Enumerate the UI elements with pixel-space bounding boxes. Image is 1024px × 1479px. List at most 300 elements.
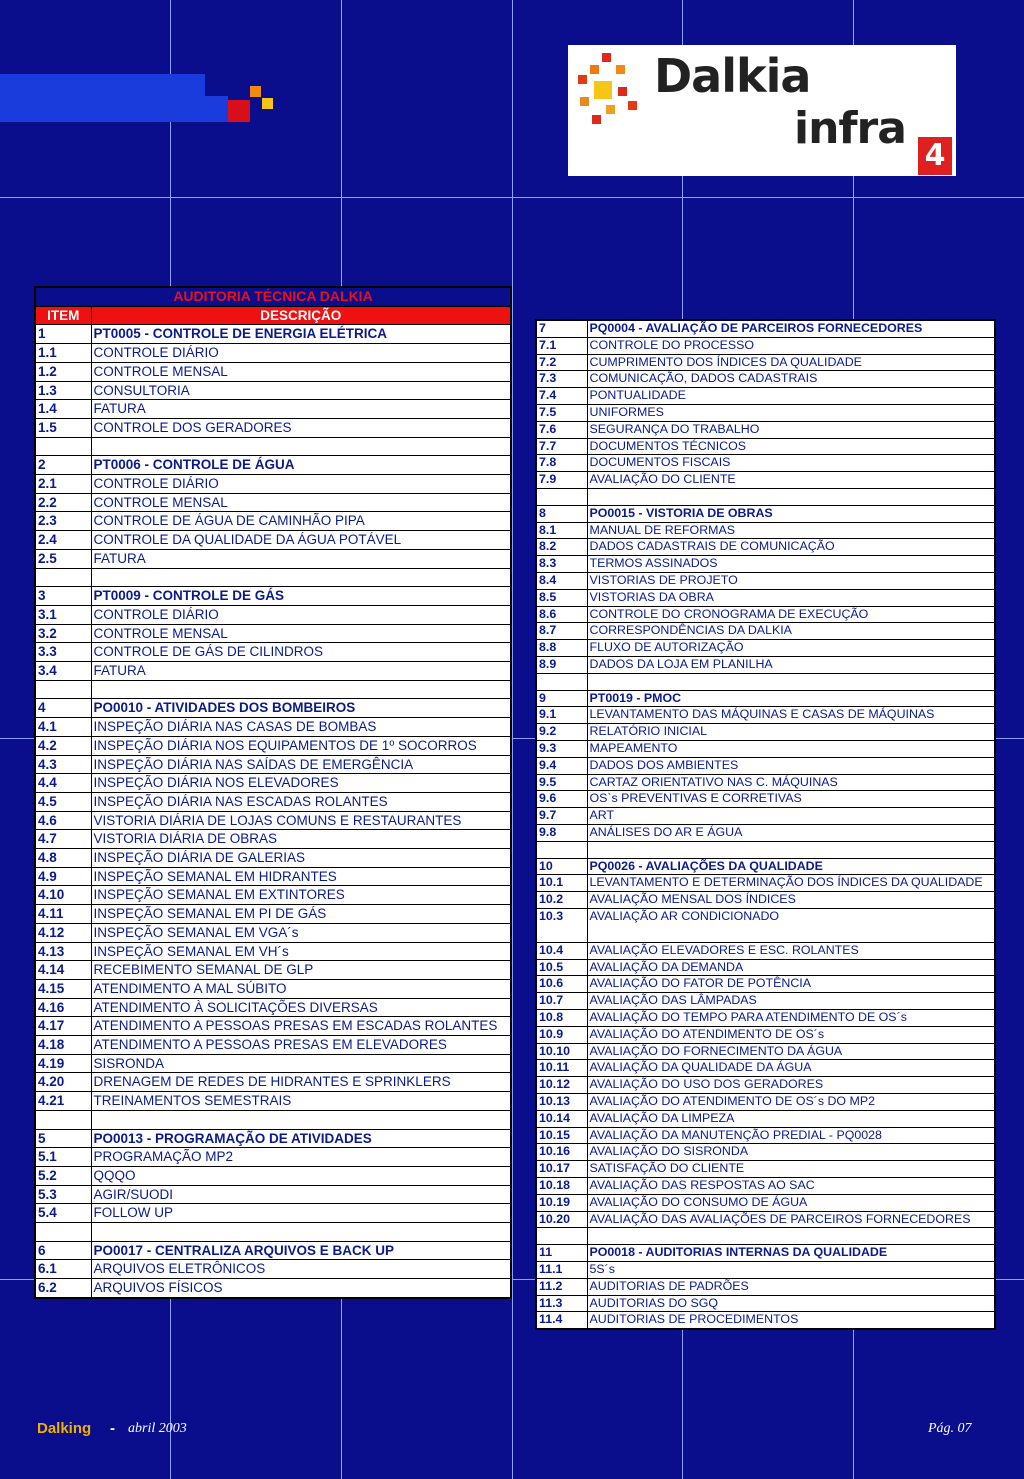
- item-description: CONTROLE DIÁRIO: [91, 344, 511, 363]
- table-row: [536, 707, 995, 724]
- item-number: 10.16: [536, 1144, 587, 1161]
- table-row: [536, 388, 995, 405]
- item-number: 4.13: [35, 942, 91, 961]
- item-description: ART: [587, 808, 995, 825]
- table-row: [536, 1110, 995, 1127]
- table-row: [35, 1092, 511, 1111]
- item-description: [91, 1223, 511, 1242]
- item-description: UNIFORMES: [587, 404, 995, 421]
- item-number: [35, 680, 91, 699]
- item-number: 9.3: [536, 740, 587, 757]
- item-number: 4.21: [35, 1092, 91, 1111]
- table-row: [536, 589, 995, 606]
- item-description: AVALIAÇÃO DO ATENDIMENTO DE OS´s DO MP2: [587, 1094, 995, 1111]
- item-description: AVALIAÇÃO DO ATENDIMENTO DE OS´s: [587, 1026, 995, 1043]
- item-number: 8.1: [536, 522, 587, 539]
- item-number: 9: [536, 690, 587, 707]
- item-description: OS`s PREVENTIVAS E CORRETIVAS: [587, 791, 995, 808]
- item-number: 2.2: [35, 493, 91, 512]
- item-number: [35, 437, 91, 456]
- item-description: DADOS DA LOJA EM PLANILHA: [587, 656, 995, 673]
- item-number: 7.9: [536, 472, 587, 489]
- table-row: [35, 400, 511, 419]
- item-number: 3.4: [35, 662, 91, 681]
- item-number: 8.5: [536, 589, 587, 606]
- item-description: SEGURANÇA DO TRABALHO: [587, 421, 995, 438]
- item-description: CONTROLE MENSAL: [91, 493, 511, 512]
- table-row: [536, 1127, 995, 1144]
- item-number: 11.2: [536, 1278, 587, 1295]
- item-number: 2.4: [35, 531, 91, 550]
- item-description: [91, 1110, 511, 1129]
- item-description: INSPEÇÃO SEMANAL EM EXTINTORES: [91, 886, 511, 905]
- item-description: AVALIAÇÃO AR CONDICIONADO: [587, 908, 995, 942]
- item-number: 9.2: [536, 724, 587, 741]
- table-row: [536, 1010, 995, 1027]
- table-row: [35, 792, 511, 811]
- item-description: ARQUIVOS ELETRÔNICOS: [91, 1260, 511, 1279]
- table-row: [35, 362, 511, 381]
- blank-row: [536, 841, 995, 858]
- item-description: DRENAGEM DE REDES DE HIDRANTES E SPRINKLERS: [91, 1073, 511, 1092]
- item-number: 7.4: [536, 388, 587, 405]
- item-number: 10.9: [536, 1026, 587, 1043]
- table-row: [536, 942, 995, 959]
- table-row: [35, 736, 511, 755]
- item-description: LEVANTAMENTO DAS MÁQUINAS E CASAS DE MÁQUINAS: [587, 707, 995, 724]
- item-number: 5.2: [35, 1166, 91, 1185]
- item-number: 1.1: [35, 344, 91, 363]
- logo-text: infra: [794, 103, 906, 154]
- table-row: [35, 1148, 511, 1167]
- item-number: 11.4: [536, 1312, 587, 1329]
- table-row: [536, 875, 995, 892]
- item-number: 10.15: [536, 1127, 587, 1144]
- item-number: 9.6: [536, 791, 587, 808]
- item-number: 2.5: [35, 549, 91, 568]
- item-number: 3.3: [35, 643, 91, 662]
- item-number: 3.2: [35, 624, 91, 643]
- table-row: [35, 1260, 511, 1279]
- item-description: INSPEÇÃO DIÁRIA DE GALERIAS: [91, 849, 511, 868]
- item-number: 7.2: [536, 354, 587, 371]
- table-row: [536, 1026, 995, 1043]
- item-description: AVALIAÇÃO MENSAL DOS ÍNDICES: [587, 892, 995, 909]
- table-row: [35, 905, 511, 924]
- item-description: RELATÓRIO INICIAL: [587, 724, 995, 741]
- item-description: SATISFAÇÃO DO CLIENTE: [587, 1161, 995, 1178]
- section-row: [536, 320, 995, 337]
- item-description: AVALIAÇÃO DO FORNECIMENTO DA ÁGUA: [587, 1043, 995, 1060]
- table-row: [536, 640, 995, 657]
- item-number: 9.7: [536, 808, 587, 825]
- table-row: [35, 867, 511, 886]
- table-row: [536, 1278, 995, 1295]
- item-description: CONTROLE DO CRONOGRAMA DE EXECUÇÃO: [587, 606, 995, 623]
- table-row: [35, 961, 511, 980]
- item-description: [91, 437, 511, 456]
- table-row: [536, 337, 995, 354]
- item-description: PQ0004 - AVALIAÇÃO DE PARCEIROS FORNECEDORES: [587, 320, 995, 337]
- table-row: [536, 1060, 995, 1077]
- table-row: [536, 724, 995, 741]
- table-row: [536, 892, 995, 909]
- item-number: 6: [35, 1241, 91, 1260]
- table-row: [536, 808, 995, 825]
- item-description: AVALIAÇÃO DO USO DOS GERADORES: [587, 1077, 995, 1094]
- item-description: CONTROLE DIÁRIO: [91, 475, 511, 494]
- item-description: AVALIAÇÃO DO CONSUMO DE ÁGUA: [587, 1194, 995, 1211]
- item-description: PO0017 - CENTRALIZA ARQUIVOS E BACK UP: [91, 1241, 511, 1260]
- dalkia-infra4-logo: [568, 45, 956, 176]
- item-number: 10.3: [536, 908, 587, 942]
- item-number: 4.20: [35, 1073, 91, 1092]
- item-description: [91, 568, 511, 587]
- item-number: 10.4: [536, 942, 587, 959]
- table-row: [536, 908, 995, 942]
- item-number: 6.2: [35, 1279, 91, 1298]
- item-description: QQQO: [91, 1166, 511, 1185]
- table-row: [35, 1204, 511, 1223]
- item-description: PT0019 - PMOC: [587, 690, 995, 707]
- item-number: 4.11: [35, 905, 91, 924]
- item-number: 4: [35, 699, 91, 718]
- table-row: [35, 549, 511, 568]
- table-row: [35, 643, 511, 662]
- item-description: PT0009 - CONTROLE DE GÁS: [91, 587, 511, 606]
- table-row: [536, 656, 995, 673]
- item-number: 10: [536, 858, 587, 875]
- item-number: [536, 673, 587, 690]
- table-row: [536, 606, 995, 623]
- item-description: INSPEÇÃO DIÁRIA NAS ESCADAS ROLANTES: [91, 792, 511, 811]
- item-description: TERMOS ASSINADOS: [587, 556, 995, 573]
- decorative-square: [250, 86, 261, 97]
- section-row: [35, 587, 511, 606]
- decorative-square: [205, 74, 228, 96]
- table-row: [35, 493, 511, 512]
- table-row: [35, 774, 511, 793]
- item-description: [587, 1228, 995, 1245]
- item-description: DADOS DOS AMBIENTES: [587, 757, 995, 774]
- item-description: TREINAMENTOS SEMESTRAIS: [91, 1092, 511, 1111]
- column-header-item: ITEM: [35, 306, 91, 325]
- item-description: ATENDIMENTO A PESSOAS PRESAS EM ESCADAS ROLANTES: [91, 1017, 511, 1036]
- table-row: [35, 418, 511, 437]
- item-number: 4.5: [35, 792, 91, 811]
- table-row: [536, 1262, 995, 1279]
- item-number: 4.3: [35, 755, 91, 774]
- table-row: [35, 475, 511, 494]
- item-description: ANÁLISES DO AR E ÁGUA: [587, 824, 995, 841]
- item-description: ARQUIVOS FÍSICOS: [91, 1279, 511, 1298]
- item-description: AVALIAÇÃO DA MANUTENÇÃO PREDIAL - PQ0028: [587, 1127, 995, 1144]
- item-number: 10.6: [536, 976, 587, 993]
- item-number: 4.19: [35, 1054, 91, 1073]
- item-number: 5.4: [35, 1204, 91, 1223]
- item-description: CONTROLE DA QUALIDADE DA ÁGUA POTÁVEL: [91, 531, 511, 550]
- section-row: [536, 1245, 995, 1262]
- item-description: CONTROLE DOS GERADORES: [91, 418, 511, 437]
- item-number: 1.4: [35, 400, 91, 419]
- item-number: 9.1: [536, 707, 587, 724]
- table-row: [35, 1279, 511, 1298]
- footer-separator: -: [110, 1420, 115, 1437]
- item-number: 8.9: [536, 656, 587, 673]
- table-row: [35, 830, 511, 849]
- item-description: INSPEÇÃO DIÁRIA NAS SAÍDAS DE EMERGÊNCIA: [91, 755, 511, 774]
- item-description: INSPEÇÃO DIÁRIA NAS CASAS DE BOMBAS: [91, 718, 511, 737]
- column-header-description: DESCRIÇÃO: [91, 306, 511, 325]
- item-number: 4.14: [35, 961, 91, 980]
- item-description: 5S´s: [587, 1262, 995, 1279]
- table-row: [536, 774, 995, 791]
- item-description: [587, 488, 995, 505]
- item-description: FLUXO DE AUTORIZAÇÃO: [587, 640, 995, 657]
- table-row: [536, 404, 995, 421]
- section-row: [35, 699, 511, 718]
- item-number: 5.3: [35, 1185, 91, 1204]
- item-number: 10.7: [536, 993, 587, 1010]
- item-number: 10.8: [536, 1010, 587, 1027]
- table-row: [35, 718, 511, 737]
- table-row: [536, 740, 995, 757]
- table-header-row: [35, 306, 511, 325]
- item-description: FATURA: [91, 549, 511, 568]
- item-description: AVALIAÇÃO DA LIMPEZA: [587, 1110, 995, 1127]
- table-row: [536, 1194, 995, 1211]
- item-description: LEVANTAMENTO E DETERMINAÇÃO DOS ÍNDICES DA QUALIDADE: [587, 875, 995, 892]
- item-number: 10.19: [536, 1194, 587, 1211]
- item-description: AVALIAÇÃO DO FATOR DE POTÊNCIA: [587, 976, 995, 993]
- item-number: 4.4: [35, 774, 91, 793]
- item-description: AVALIAÇÃO DA QUALIDADE DA ÁGUA: [587, 1060, 995, 1077]
- item-number: [35, 1110, 91, 1129]
- item-description: DOCUMENTOS TÉCNICOS: [587, 438, 995, 455]
- item-description: CORRESPONDÊNCIAS DA DALKIA: [587, 623, 995, 640]
- item-description: ATENDIMENTO A PESSOAS PRESAS EM ELEVADORES: [91, 1036, 511, 1055]
- table-row: [35, 1073, 511, 1092]
- item-number: 7.7: [536, 438, 587, 455]
- item-description: CONTROLE DE GÁS DE CILINDROS: [91, 643, 511, 662]
- item-description: CARTAZ ORIENTATIVO NAS C. MÁQUINAS: [587, 774, 995, 791]
- item-number: [536, 1228, 587, 1245]
- item-description: AUDITORIAS DO SGQ: [587, 1295, 995, 1312]
- item-number: 4.2: [35, 736, 91, 755]
- item-number: 4.15: [35, 979, 91, 998]
- table-row: [35, 1017, 511, 1036]
- item-number: 1.3: [35, 381, 91, 400]
- item-description: CONSULTORIA: [91, 381, 511, 400]
- item-description: FATURA: [91, 400, 511, 419]
- table-row: [35, 662, 511, 681]
- item-number: 8.6: [536, 606, 587, 623]
- table-row: [536, 959, 995, 976]
- item-number: 7.1: [536, 337, 587, 354]
- item-description: PQ0026 - AVALIAÇÕES DA QUALIDADE: [587, 858, 995, 875]
- table-row: [536, 539, 995, 556]
- item-description: PO0015 - VISTORIA DE OBRAS: [587, 505, 995, 522]
- blank-row: [536, 488, 995, 505]
- item-number: 4.8: [35, 849, 91, 868]
- table-row: [536, 1161, 995, 1178]
- table-row: [35, 624, 511, 643]
- item-number: 4.12: [35, 923, 91, 942]
- item-description: CONTROLE DO PROCESSO: [587, 337, 995, 354]
- item-description: CONTROLE DIÁRIO: [91, 605, 511, 624]
- item-description: PROGRAMAÇÃO MP2: [91, 1148, 511, 1167]
- table-row: [536, 976, 995, 993]
- item-description: AVALIAÇÃO ELEVADORES E ESC. ROLANTES: [587, 942, 995, 959]
- table-row: [536, 1144, 995, 1161]
- item-number: [35, 568, 91, 587]
- table-row: [35, 1185, 511, 1204]
- item-description: INSPEÇÃO SEMANAL EM PI DE GÁS: [91, 905, 511, 924]
- item-description: AVALIAÇÃO DO TEMPO PARA ATENDIMENTO DE OS´s: [587, 1010, 995, 1027]
- item-description: AVALIAÇÃO DAS RESPOSTAS AO SAC: [587, 1178, 995, 1195]
- item-description: INSPEÇÃO SEMANAL EM VGA´s: [91, 923, 511, 942]
- page-number: Pág. 07: [928, 1421, 972, 1436]
- table-row: [536, 472, 995, 489]
- decorative-square: [262, 98, 273, 109]
- item-description: PO0013 - PROGRAMAÇÃO DE ATIVIDADES: [91, 1129, 511, 1148]
- decorative-square: [228, 100, 250, 122]
- item-number: 4.10: [35, 886, 91, 905]
- item-number: 11.1: [536, 1262, 587, 1279]
- item-description: INSPEÇÃO DIÁRIA NOS EQUIPAMENTOS DE 1º SOCORROS: [91, 736, 511, 755]
- table-row: [35, 512, 511, 531]
- item-number: 10.18: [536, 1178, 587, 1195]
- item-number: 1.2: [35, 362, 91, 381]
- table-row: [35, 998, 511, 1017]
- item-number: 1: [35, 325, 91, 344]
- item-number: 8.2: [536, 539, 587, 556]
- item-description: COMUNICAÇÃO, DADOS CADASTRAIS: [587, 371, 995, 388]
- table-row: [536, 522, 995, 539]
- table-row: [35, 605, 511, 624]
- item-number: 4.7: [35, 830, 91, 849]
- table-row: [536, 371, 995, 388]
- grid-line: [512, 0, 513, 1479]
- table-title-row: [35, 287, 511, 306]
- table-row: [35, 849, 511, 868]
- grid-line: [0, 197, 1024, 198]
- item-number: 10.5: [536, 959, 587, 976]
- item-number: 4.9: [35, 867, 91, 886]
- section-row: [536, 505, 995, 522]
- table-row: [35, 1054, 511, 1073]
- item-number: 7.6: [536, 421, 587, 438]
- blank-row: [35, 1110, 511, 1129]
- item-description: SISRONDA: [91, 1054, 511, 1073]
- item-number: 2: [35, 456, 91, 475]
- item-description: INSPEÇÃO SEMANAL EM HIDRANTES: [91, 867, 511, 886]
- item-number: 10.20: [536, 1211, 587, 1228]
- blank-row: [536, 1228, 995, 1245]
- item-number: 7.5: [536, 404, 587, 421]
- item-number: [536, 488, 587, 505]
- item-number: 8.3: [536, 556, 587, 573]
- item-number: 7: [536, 320, 587, 337]
- item-description: DOCUMENTOS FISCAIS: [587, 455, 995, 472]
- item-description: VISTORIA DIÁRIA DE LOJAS COMUNS E RESTAURANTES: [91, 811, 511, 830]
- item-number: 2.3: [35, 512, 91, 531]
- item-number: 4.1: [35, 718, 91, 737]
- item-number: 10.2: [536, 892, 587, 909]
- item-description: AVALIAÇÃO DA DEMANDA: [587, 959, 995, 976]
- item-number: 4.18: [35, 1036, 91, 1055]
- item-number: 10.10: [536, 1043, 587, 1060]
- table-row: [536, 354, 995, 371]
- item-number: 8.4: [536, 572, 587, 589]
- table-row: [536, 455, 995, 472]
- item-description: CONTROLE MENSAL: [91, 362, 511, 381]
- item-number: 10.11: [536, 1060, 587, 1077]
- item-description: AUDITORIAS DE PADRÕES: [587, 1278, 995, 1295]
- item-description: FATURA: [91, 662, 511, 681]
- item-description: PT0006 - CONTROLE DE ÁGUA: [91, 456, 511, 475]
- item-number: 10.14: [536, 1110, 587, 1127]
- table-row: [536, 572, 995, 589]
- item-description: [587, 673, 995, 690]
- item-description: CUMPRIMENTO DOS ÍNDICES DA QUALIDADE: [587, 354, 995, 371]
- item-description: AVALIAÇÃO DAS AVALIAÇÕES DE PARCEIROS FORNECEDORES: [587, 1211, 995, 1228]
- item-description: VISTORIAS DE PROJETO: [587, 572, 995, 589]
- section-row: [536, 858, 995, 875]
- table-row: [35, 886, 511, 905]
- item-number: 11.3: [536, 1295, 587, 1312]
- item-number: 8: [536, 505, 587, 522]
- table-row: [536, 421, 995, 438]
- item-number: 4.17: [35, 1017, 91, 1036]
- blank-row: [536, 673, 995, 690]
- table-row: [536, 824, 995, 841]
- blank-row: [35, 680, 511, 699]
- item-number: 5.1: [35, 1148, 91, 1167]
- item-description: FOLLOW UP: [91, 1204, 511, 1223]
- item-number: 5: [35, 1129, 91, 1148]
- section-row: [35, 1129, 511, 1148]
- blank-row: [35, 568, 511, 587]
- item-number: 3.1: [35, 605, 91, 624]
- item-description: ATENDIMENTO A MAL SÚBITO: [91, 979, 511, 998]
- item-number: 10.1: [536, 875, 587, 892]
- blank-row: [35, 1223, 511, 1242]
- item-description: RECEBIMENTO SEMANAL DE GLP: [91, 961, 511, 980]
- item-description: MAPEAMENTO: [587, 740, 995, 757]
- table-row: [536, 1094, 995, 1111]
- section-row: [35, 325, 511, 344]
- item-description: MANUAL DE REFORMAS: [587, 522, 995, 539]
- item-number: 8.7: [536, 623, 587, 640]
- table-row: [35, 1166, 511, 1185]
- item-number: 9.4: [536, 757, 587, 774]
- audit-table-right: [535, 319, 996, 1330]
- table-row: [536, 623, 995, 640]
- section-row: [35, 1241, 511, 1260]
- item-description: AVALIAÇÃO DO SISRONDA: [587, 1144, 995, 1161]
- item-number: 9.5: [536, 774, 587, 791]
- item-number: 4.6: [35, 811, 91, 830]
- item-description: ATENDIMENTO À SOLICITAÇÕES DIVERSAS: [91, 998, 511, 1017]
- item-description: AUDITORIAS DE PROCEDIMENTOS: [587, 1312, 995, 1329]
- table-row: [536, 1077, 995, 1094]
- footer-brand: Dalking: [37, 1420, 92, 1437]
- item-number: 3: [35, 587, 91, 606]
- item-number: 7.3: [536, 371, 587, 388]
- table-row: [536, 993, 995, 1010]
- table-row: [536, 438, 995, 455]
